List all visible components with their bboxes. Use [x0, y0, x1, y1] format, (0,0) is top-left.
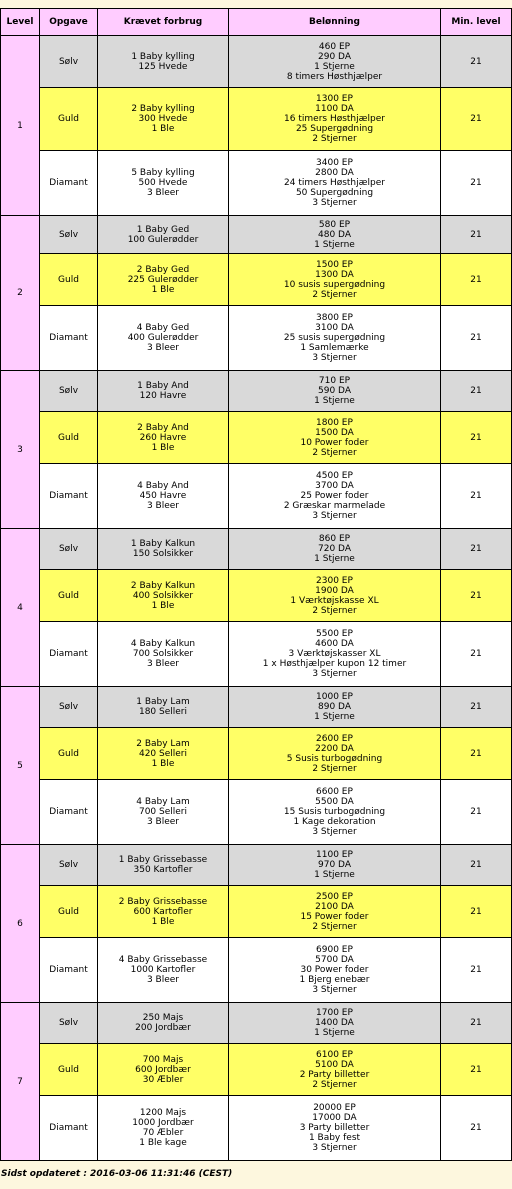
reward-cell-line: 1900 DA	[315, 585, 354, 596]
reward-cell	[229, 36, 441, 88]
requirement-cell	[98, 529, 229, 570]
reward-cell-line: 890 DA	[318, 702, 351, 712]
min-level-cell: 21	[441, 622, 512, 687]
table-row	[1, 570, 512, 622]
task-cell: Diamant	[40, 306, 98, 371]
requirement-cell-line: 3 Bleer	[146, 659, 180, 669]
reward-cell-line: 1 Stjerne	[314, 554, 355, 564]
reward-cell	[229, 412, 441, 464]
reward-cell-line: 15 Power foder	[300, 911, 369, 922]
requirement-cell-line: 1 Baby And	[137, 381, 189, 391]
requirement-cell-line: 180 Selleri	[138, 707, 188, 717]
reward-cell-line: 2100 DA	[315, 901, 354, 912]
reward-cell-line: 6100 EP	[316, 1049, 353, 1060]
reward-cell-line: 20000 EP	[313, 1103, 356, 1113]
reward-cell-line: 460 EP	[318, 41, 351, 52]
table-row	[1, 1096, 512, 1161]
reward-cell-line: 15 Susis turbogødning	[283, 807, 386, 817]
requirement-cell-line: 2 Baby Kalkun	[130, 580, 196, 591]
requirement-cell-line: 5 Baby kylling	[131, 168, 195, 178]
table-row	[1, 216, 512, 254]
requirement-cell-line: 2 Baby kylling	[131, 104, 195, 114]
reward-cell-line: 3 Stjerner	[312, 1143, 357, 1153]
reward-cell-line: 6600 EP	[316, 787, 353, 797]
min-level-cell: 21	[441, 216, 512, 254]
reward-cell-line: 1800 EP	[316, 417, 353, 428]
task-cell: Sølv	[40, 529, 98, 570]
header-task: Opgave	[40, 9, 98, 36]
requirement-cell	[98, 371, 229, 412]
reward-cell-line: 1400 DA	[315, 1018, 354, 1028]
table-row	[1, 1003, 512, 1044]
reward-cell-line: 17000 DA	[312, 1113, 357, 1123]
requirement-cell-line: 4 Baby And	[137, 481, 189, 491]
reward-cell-line: 2 Stjerner	[312, 1079, 357, 1090]
requirement-cell	[98, 845, 229, 886]
reward-cell-line: 5500 EP	[316, 629, 353, 639]
reward-cell-line: 3 Party billetter	[299, 1123, 370, 1133]
requirement-cell-line: 1200 Majs	[139, 1108, 187, 1118]
reward-cell-line: 1 Kage dekoration	[293, 817, 376, 827]
task-cell: Sølv	[40, 845, 98, 886]
reward-cell-line: 1300 DA	[315, 269, 354, 280]
reward-cell-line: 1100 EP	[316, 850, 353, 860]
reward-cell-line: 1 Stjerne	[314, 396, 355, 406]
reward-cell-line: 3 Stjerner	[312, 827, 357, 837]
last-updated: Sidst opdateret : 2016-03-06 11:31:46 (CEST)	[1, 1169, 233, 1179]
task-cell: Guld	[40, 728, 98, 780]
requirement-cell-line: 1000 Jordbær	[132, 1118, 194, 1128]
requirement-cell-line: 3 Bleer	[146, 817, 180, 827]
table-row	[1, 845, 512, 886]
reward-cell-line: 4600 DA	[315, 639, 354, 649]
requirement-cell	[98, 687, 229, 728]
table-row	[1, 306, 512, 371]
requirement-cell-line: 70 Æbler	[142, 1128, 184, 1138]
reward-cell-line: 290 DA	[318, 51, 351, 62]
table-row	[1, 622, 512, 687]
reward-cell-line: 2 Stjerner	[312, 134, 357, 144]
requirement-cell-line: 3 Bleer	[146, 188, 180, 198]
reward-cell-line: 1000 EP	[316, 692, 353, 702]
requirement-cell-line: 260 Havre	[139, 432, 187, 443]
requirement-cell-line: 600 Jordbær	[135, 1064, 191, 1075]
task-cell: Sølv	[40, 216, 98, 254]
reward-cell-line: 1 Værktøjskasse XL	[290, 595, 379, 606]
reward-cell-line: 24 timers Høsthjælper	[284, 178, 385, 188]
min-level-cell: 21	[441, 151, 512, 216]
reward-cell-line: 25 Power foder	[300, 491, 369, 501]
min-level-cell: 21	[441, 36, 512, 88]
requirement-cell-line: 1 Ble	[151, 442, 175, 453]
requirement-cell-line: 600 Kartofler	[133, 906, 193, 917]
reward-cell-line: 970 DA	[318, 860, 351, 870]
reward-cell-line: 5500 DA	[315, 797, 354, 807]
requirement-cell-line: 1 Baby Grissebasse	[118, 855, 208, 865]
reward-cell-line: 590 DA	[318, 386, 351, 396]
requirement-cell-line: 700 Selleri	[138, 807, 188, 817]
table-row	[1, 886, 512, 938]
reward-cell-line: 860 EP	[318, 534, 351, 544]
requirement-cell-line: 3 Bleer	[146, 343, 180, 353]
reward-cell-line: 2 Stjerner	[312, 921, 357, 932]
reward-cell	[229, 306, 441, 371]
reward-cell	[229, 216, 441, 254]
requirement-cell-line: 700 Majs	[142, 1054, 184, 1065]
requirement-cell	[98, 1003, 229, 1044]
reward-cell	[229, 1003, 441, 1044]
requirement-cell-line: 4 Baby Lam	[136, 797, 190, 807]
requirement-cell-line: 350 Kartofler	[133, 865, 193, 875]
requirement-cell-line: 30 Æbler	[142, 1074, 184, 1085]
header-reward: Belønning	[229, 9, 441, 36]
reward-cell-line: 2 Græskar marmelade	[283, 501, 386, 511]
header-requirement: Krævet forbrug	[98, 9, 229, 36]
requirement-cell-line: 450 Havre	[139, 491, 187, 501]
requirement-cell-line: 1 Ble	[151, 916, 175, 927]
task-cell: Sølv	[40, 371, 98, 412]
reward-cell-line: 720 DA	[318, 544, 351, 554]
min-level-cell: 21	[441, 1003, 512, 1044]
table-row	[1, 151, 512, 216]
level-cell: 4	[1, 529, 40, 687]
reward-cell-line: 710 EP	[318, 376, 351, 386]
requirement-cell-line: 1 Baby Kalkun	[130, 539, 196, 549]
requirement-cell-line: 225 Gulerødder	[127, 274, 199, 285]
requirement-cell-line: 150 Solsikker	[132, 549, 194, 559]
reward-cell-line: 3 Stjerner	[312, 353, 357, 363]
reward-cell	[229, 88, 441, 151]
requirement-cell	[98, 216, 229, 254]
reward-cell	[229, 1096, 441, 1161]
reward-cell-line: 1500 DA	[315, 427, 354, 438]
reward-cell-line: 1 Baby fest	[308, 1133, 361, 1143]
reward-cell-line: 1300 EP	[316, 94, 353, 104]
reward-cell-line: 10 Power foder	[300, 437, 369, 448]
requirement-cell	[98, 1096, 229, 1161]
reward-cell-line: 5100 DA	[315, 1059, 354, 1070]
requirement-cell-line: 2 Baby And	[137, 422, 189, 433]
task-cell: Diamant	[40, 780, 98, 845]
reward-cell-line: 3400 EP	[316, 158, 353, 168]
requirement-cell-line: 2 Baby Lam	[136, 738, 190, 749]
reward-cell-line: 2600 EP	[316, 733, 353, 744]
reward-cell-line: 1 Stjerne	[314, 239, 355, 250]
requirement-cell-line: 3 Bleer	[146, 501, 180, 511]
reward-cell-line: 3 Stjerner	[312, 198, 357, 208]
requirement-cell	[98, 938, 229, 1003]
requirement-cell-line: 2 Baby Ged	[136, 264, 190, 275]
requirement-cell-line: 1000 Kartofler	[130, 965, 196, 975]
min-level-cell: 21	[441, 728, 512, 780]
requirement-cell	[98, 151, 229, 216]
reward-cell-line: 2 Stjerner	[312, 605, 357, 616]
requirement-cell	[98, 464, 229, 529]
reward-cell-line: 3 Værktøjskasser XL	[288, 649, 381, 659]
reward-cell-line: 1700 EP	[316, 1008, 353, 1018]
requirement-cell-line: 1 Ble	[151, 758, 175, 769]
table-row	[1, 780, 512, 845]
reward-cell-line: 2800 DA	[315, 168, 354, 178]
task-cell: Diamant	[40, 151, 98, 216]
reward-cell-line: 10 susis supergødning	[283, 279, 386, 290]
requirement-cell-line: 250 Majs	[142, 1013, 184, 1023]
task-cell: Guld	[40, 88, 98, 151]
reward-cell-line: 8 timers Høsthjælper	[286, 71, 383, 82]
task-cell: Diamant	[40, 622, 98, 687]
reward-cell	[229, 780, 441, 845]
reward-cell-line: 3100 DA	[315, 323, 354, 333]
task-cell: Diamant	[40, 464, 98, 529]
requirement-cell-line: 4 Baby Grissebasse	[118, 955, 208, 965]
min-level-cell: 21	[441, 529, 512, 570]
reward-cell	[229, 464, 441, 529]
requirement-cell-line: 1 Baby Lam	[136, 697, 190, 707]
requirement-cell-line: 1 Ble	[151, 600, 175, 611]
reward-cell	[229, 1044, 441, 1096]
task-cell: Guld	[40, 1044, 98, 1096]
reward-cell-line: 1 Stjerne	[314, 61, 355, 72]
reward-cell-line: 580 EP	[318, 219, 351, 230]
requirement-cell-line: 1 Ble	[151, 284, 175, 295]
min-level-cell: 21	[441, 845, 512, 886]
task-cell: Guld	[40, 254, 98, 306]
requirement-cell	[98, 412, 229, 464]
requirement-cell	[98, 570, 229, 622]
table-body	[1, 36, 512, 1161]
requirement-cell-line: 4 Baby Kalkun	[130, 639, 196, 649]
requirement-cell-line: 700 Solsikker	[132, 649, 194, 659]
reward-cell-line: 3 Stjerner	[312, 669, 357, 679]
reward-cell-line: 2 Party billetter	[299, 1069, 370, 1080]
reward-cell-line: 16 timers Høsthjælper	[284, 114, 385, 124]
reward-cell-line: 2300 EP	[316, 575, 353, 586]
reward-cell	[229, 529, 441, 570]
table-row	[1, 36, 512, 88]
requirement-cell-line: 100 Gulerødder	[127, 234, 199, 245]
rewards-table	[0, 8, 512, 1161]
task-cell: Diamant	[40, 938, 98, 1003]
reward-cell-line: 30 Power foder	[300, 965, 369, 975]
reward-cell-line: 4500 EP	[316, 471, 353, 481]
requirement-cell-line: 1 Ble	[151, 124, 175, 134]
header-row	[1, 9, 512, 36]
reward-cell-line: 1500 EP	[316, 259, 353, 270]
reward-cell-line: 1 Bjerg enebær	[299, 975, 370, 985]
reward-cell	[229, 938, 441, 1003]
table-row	[1, 88, 512, 151]
reward-cell-line: 1 Stjerne	[314, 870, 355, 880]
requirement-cell	[98, 622, 229, 687]
min-level-cell: 21	[441, 254, 512, 306]
min-level-cell: 21	[441, 412, 512, 464]
table-row	[1, 687, 512, 728]
requirement-cell	[98, 306, 229, 371]
task-cell: Diamant	[40, 1096, 98, 1161]
reward-cell	[229, 371, 441, 412]
reward-cell-line: 480 DA	[318, 229, 351, 240]
table-row	[1, 529, 512, 570]
requirement-cell-line: 3 Bleer	[146, 975, 180, 985]
reward-cell	[229, 886, 441, 938]
header-level: Level	[1, 9, 40, 36]
min-level-cell: 21	[441, 464, 512, 529]
task-cell: Guld	[40, 886, 98, 938]
reward-cell	[229, 845, 441, 886]
task-cell: Guld	[40, 412, 98, 464]
level-cell: 6	[1, 845, 40, 1003]
task-cell: Sølv	[40, 687, 98, 728]
table-row	[1, 1044, 512, 1096]
table-row	[1, 254, 512, 306]
reward-cell-line: 25 susis supergødning	[283, 333, 386, 343]
reward-cell-line: 5700 DA	[315, 955, 354, 965]
reward-cell-line: 6900 EP	[316, 945, 353, 955]
min-level-cell: 21	[441, 780, 512, 845]
level-cell: 7	[1, 1003, 40, 1161]
reward-cell-line: 3 Stjerner	[312, 985, 357, 995]
table-row	[1, 371, 512, 412]
reward-cell-line: 25 Supergødning	[295, 124, 374, 134]
requirement-cell-line: 125 Hvede	[138, 61, 188, 72]
min-level-cell: 21	[441, 570, 512, 622]
min-level-cell: 21	[441, 371, 512, 412]
task-cell: Sølv	[40, 36, 98, 88]
reward-cell	[229, 622, 441, 687]
requirement-cell	[98, 1044, 229, 1096]
reward-cell-line: 1 Stjerne	[314, 712, 355, 722]
requirement-cell-line: 200 Jordbær	[135, 1023, 191, 1033]
reward-cell-line: 1 Samlemærke	[300, 343, 369, 353]
reward-cell	[229, 570, 441, 622]
requirement-cell	[98, 780, 229, 845]
reward-cell-line: 1 x Høsthjælper kupon 12 timer	[262, 659, 407, 669]
requirement-cell-line: 400 Solsikker	[132, 590, 194, 601]
requirement-cell-line: 300 Hvede	[138, 114, 188, 124]
reward-cell-line: 5 Susis turbogødning	[286, 753, 383, 764]
reward-cell-line: 2500 EP	[316, 891, 353, 902]
reward-cell-line: 1 Stjerne	[314, 1028, 355, 1038]
min-level-cell: 21	[441, 687, 512, 728]
reward-cell-line: 2200 DA	[315, 743, 354, 754]
table-row	[1, 412, 512, 464]
table-row	[1, 938, 512, 1003]
requirement-cell-line: 420 Selleri	[138, 748, 188, 759]
min-level-cell: 21	[441, 1096, 512, 1161]
reward-cell-line: 2 Stjerner	[312, 289, 357, 300]
reward-cell-line: 50 Supergødning	[295, 188, 374, 198]
requirement-cell	[98, 88, 229, 151]
requirement-cell	[98, 728, 229, 780]
requirement-cell	[98, 254, 229, 306]
task-cell: Guld	[40, 570, 98, 622]
reward-cell	[229, 254, 441, 306]
reward-cell	[229, 687, 441, 728]
min-level-cell: 21	[441, 1044, 512, 1096]
requirement-cell-line: 1 Baby kylling	[131, 51, 195, 62]
reward-cell-line: 3 Stjerner	[312, 511, 357, 521]
reward-cell	[229, 728, 441, 780]
requirement-cell-line: 400 Gulerødder	[127, 333, 199, 343]
task-cell: Sølv	[40, 1003, 98, 1044]
level-cell: 3	[1, 371, 40, 529]
table-row	[1, 728, 512, 780]
reward-cell-line: 2 Stjerner	[312, 447, 357, 458]
level-cell: 5	[1, 687, 40, 845]
reward-cell-line: 3800 EP	[316, 313, 353, 323]
reward-cell-line: 1100 DA	[315, 104, 354, 114]
table-row	[1, 464, 512, 529]
min-level-cell: 21	[441, 938, 512, 1003]
requirement-cell-line: 1 Baby Ged	[136, 224, 190, 235]
min-level-cell: 21	[441, 886, 512, 938]
requirement-cell-line: 2 Baby Grissebasse	[118, 896, 208, 907]
min-level-cell: 21	[441, 88, 512, 151]
requirement-cell	[98, 36, 229, 88]
requirement-cell-line: 4 Baby Ged	[136, 323, 190, 333]
reward-cell-line: 2 Stjerner	[312, 763, 357, 774]
requirement-cell	[98, 886, 229, 938]
requirement-cell-line: 500 Hvede	[138, 178, 188, 188]
requirement-cell-line: 1 Ble kage	[139, 1138, 187, 1148]
reward-cell-line: 3700 DA	[315, 481, 354, 491]
level-cell: 2	[1, 216, 40, 371]
requirement-cell-line: 120 Havre	[139, 391, 187, 401]
min-level-cell: 21	[441, 306, 512, 371]
reward-cell	[229, 151, 441, 216]
header-min-level: Min. level	[441, 9, 512, 36]
level-cell: 1	[1, 36, 40, 216]
